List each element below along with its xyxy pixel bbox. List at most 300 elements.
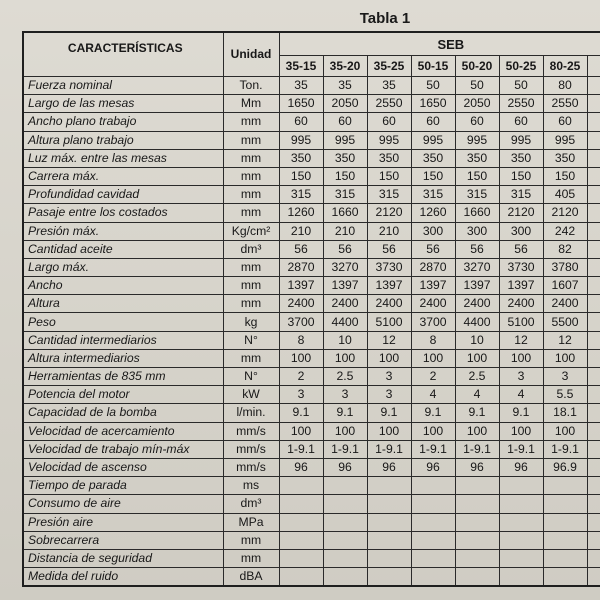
value-cell xyxy=(587,167,600,185)
table-row xyxy=(23,131,600,149)
value-cell: 60 xyxy=(279,113,323,131)
value-cell: 350 xyxy=(367,149,411,167)
header-unit: Unidad xyxy=(223,32,279,77)
specifications-table xyxy=(22,31,600,587)
row-label: Altura intermediarios xyxy=(23,349,223,367)
value-cell: 315 xyxy=(323,186,367,204)
row-unit: N° xyxy=(223,331,279,349)
value-cell: 1650 xyxy=(411,95,455,113)
table-row xyxy=(23,222,600,240)
row-label: Distancia de seguridad xyxy=(23,549,223,567)
value-cell: 242 xyxy=(543,222,587,240)
value-cell: 100 xyxy=(499,349,543,367)
value-cell: 350 xyxy=(543,149,587,167)
value-cell: 3780 xyxy=(543,258,587,276)
value-cell: 56 xyxy=(455,240,499,258)
value-cell xyxy=(587,422,600,440)
value-cell: 56 xyxy=(411,240,455,258)
value-cell: 56 xyxy=(323,240,367,258)
table-row xyxy=(23,313,600,331)
value-cell: 50 xyxy=(411,77,455,95)
value-cell xyxy=(499,477,543,495)
value-cell: 5100 xyxy=(499,313,543,331)
value-cell: 2400 xyxy=(411,295,455,313)
value-cell: 1-9.1 xyxy=(499,440,543,458)
value-cell: 3270 xyxy=(323,258,367,276)
row-unit: mm xyxy=(223,349,279,367)
row-label: Ancho plano trabajo xyxy=(23,113,223,131)
value-cell xyxy=(411,568,455,587)
row-label: Profundidad cavidad xyxy=(23,186,223,204)
value-cell xyxy=(279,513,323,531)
value-cell: 2400 xyxy=(367,295,411,313)
value-cell: 12 xyxy=(499,331,543,349)
value-cell: 100 xyxy=(323,349,367,367)
row-unit: l/min. xyxy=(223,404,279,422)
value-cell xyxy=(587,240,600,258)
value-cell: 100 xyxy=(543,422,587,440)
value-cell: 3 xyxy=(367,386,411,404)
value-cell: 4400 xyxy=(323,313,367,331)
value-cell xyxy=(323,495,367,513)
table-row xyxy=(23,458,600,476)
value-cell: 315 xyxy=(411,186,455,204)
value-cell xyxy=(543,477,587,495)
value-cell: 35 xyxy=(279,77,323,95)
header-model: 35-20 xyxy=(323,56,367,77)
header-features: CARACTERÍSTICAS xyxy=(23,32,223,77)
value-cell xyxy=(411,549,455,567)
value-cell xyxy=(411,495,455,513)
value-cell xyxy=(587,131,600,149)
value-cell xyxy=(587,258,600,276)
row-label: Sobrecarrera xyxy=(23,531,223,549)
row-label: Consumo de aire xyxy=(23,495,223,513)
row-label: Potencia del motor xyxy=(23,386,223,404)
value-cell: 100 xyxy=(499,422,543,440)
value-cell: 3 xyxy=(543,368,587,386)
value-cell: 2400 xyxy=(455,295,499,313)
header-model: 50-20 xyxy=(455,56,499,77)
table-row xyxy=(23,549,600,567)
row-unit: kg xyxy=(223,313,279,331)
value-cell: 1397 xyxy=(455,277,499,295)
table-row xyxy=(23,113,600,131)
value-cell: 1-9.1 xyxy=(411,440,455,458)
value-cell xyxy=(587,386,600,404)
value-cell: 150 xyxy=(279,167,323,185)
value-cell: 350 xyxy=(279,149,323,167)
value-cell: 1650 xyxy=(279,95,323,113)
row-unit: mm/s xyxy=(223,440,279,458)
value-cell: 96 xyxy=(323,458,367,476)
value-cell: 96.9 xyxy=(543,458,587,476)
value-cell xyxy=(411,513,455,531)
value-cell: 60 xyxy=(411,113,455,131)
value-cell xyxy=(279,495,323,513)
value-cell xyxy=(587,549,600,567)
value-cell: 100 xyxy=(411,422,455,440)
value-cell xyxy=(499,568,543,587)
value-cell: 2050 xyxy=(455,95,499,113)
table-row xyxy=(23,295,600,313)
value-cell xyxy=(587,458,600,476)
value-cell: 300 xyxy=(499,222,543,240)
row-label: Medida del ruido xyxy=(23,568,223,587)
value-cell: 80 xyxy=(543,77,587,95)
value-cell: 60 xyxy=(455,113,499,131)
value-cell: 210 xyxy=(367,222,411,240)
value-cell: 100 xyxy=(367,349,411,367)
value-cell: 1260 xyxy=(411,204,455,222)
row-unit: dBA xyxy=(223,568,279,587)
value-cell xyxy=(323,568,367,587)
value-cell xyxy=(543,549,587,567)
row-unit: mm xyxy=(223,258,279,276)
value-cell xyxy=(367,513,411,531)
value-cell: 2400 xyxy=(543,295,587,313)
value-cell: 12 xyxy=(543,331,587,349)
value-cell: 56 xyxy=(367,240,411,258)
table-row xyxy=(23,568,600,587)
value-cell xyxy=(323,549,367,567)
value-cell: 56 xyxy=(499,240,543,258)
value-cell: 1-9.1 xyxy=(323,440,367,458)
value-cell: 1397 xyxy=(499,277,543,295)
table-row xyxy=(23,531,600,549)
value-cell: 60 xyxy=(543,113,587,131)
value-cell: 4400 xyxy=(455,313,499,331)
value-cell: 2870 xyxy=(411,258,455,276)
row-unit: mm xyxy=(223,167,279,185)
value-cell xyxy=(587,440,600,458)
value-cell: 3730 xyxy=(499,258,543,276)
value-cell xyxy=(279,549,323,567)
value-cell: 300 xyxy=(455,222,499,240)
value-cell: 100 xyxy=(367,422,411,440)
value-cell xyxy=(455,531,499,549)
value-cell xyxy=(367,495,411,513)
value-cell: 10 xyxy=(455,331,499,349)
row-label: Ancho xyxy=(23,277,223,295)
value-cell: 995 xyxy=(367,131,411,149)
value-cell: 350 xyxy=(499,149,543,167)
value-cell: 96 xyxy=(499,458,543,476)
value-cell: 100 xyxy=(543,349,587,367)
value-cell xyxy=(455,549,499,567)
value-cell: 350 xyxy=(411,149,455,167)
row-unit: mm xyxy=(223,549,279,567)
value-cell: 1397 xyxy=(411,277,455,295)
row-label: Largo de las mesas xyxy=(23,95,223,113)
table-row xyxy=(23,368,600,386)
table-row xyxy=(23,167,600,185)
value-cell: 50 xyxy=(499,77,543,95)
value-cell: 2400 xyxy=(499,295,543,313)
value-cell xyxy=(587,186,600,204)
value-cell: 2 xyxy=(279,368,323,386)
value-cell: 100 xyxy=(279,422,323,440)
row-label: Capacidad de la bomba xyxy=(23,404,223,422)
value-cell: 18.1 xyxy=(543,404,587,422)
header-model: 35-15 xyxy=(279,56,323,77)
value-cell: 150 xyxy=(323,167,367,185)
value-cell: 60 xyxy=(499,113,543,131)
row-label: Largo máx. xyxy=(23,258,223,276)
value-cell xyxy=(587,77,600,95)
table-row xyxy=(23,186,600,204)
value-cell xyxy=(543,513,587,531)
value-cell: 60 xyxy=(367,113,411,131)
value-cell: 3700 xyxy=(411,313,455,331)
value-cell: 2 xyxy=(411,368,455,386)
value-cell xyxy=(587,513,600,531)
value-cell xyxy=(587,495,600,513)
value-cell xyxy=(455,495,499,513)
row-unit: ms xyxy=(223,477,279,495)
row-unit: mm/s xyxy=(223,458,279,476)
value-cell: 300 xyxy=(411,222,455,240)
value-cell: 3 xyxy=(499,368,543,386)
header-model: 80-25 xyxy=(543,56,587,77)
header-model: 50-25 xyxy=(499,56,543,77)
value-cell: 350 xyxy=(323,149,367,167)
value-cell: 35 xyxy=(323,77,367,95)
value-cell: 4 xyxy=(455,386,499,404)
value-cell xyxy=(587,149,600,167)
value-cell xyxy=(323,531,367,549)
value-cell: 2.5 xyxy=(323,368,367,386)
value-cell: 9.1 xyxy=(367,404,411,422)
header-group-seb: SEB xyxy=(279,32,600,56)
value-cell: 12 xyxy=(367,331,411,349)
value-cell: 3700 xyxy=(279,313,323,331)
header-row-group xyxy=(23,32,600,56)
value-cell xyxy=(323,513,367,531)
value-cell: 150 xyxy=(543,167,587,185)
row-unit: mm xyxy=(223,531,279,549)
value-cell xyxy=(499,549,543,567)
value-cell: 9.1 xyxy=(499,404,543,422)
value-cell: 4 xyxy=(411,386,455,404)
value-cell: 8 xyxy=(411,331,455,349)
value-cell: 2400 xyxy=(323,295,367,313)
value-cell: 315 xyxy=(499,186,543,204)
value-cell: 315 xyxy=(455,186,499,204)
value-cell: 1660 xyxy=(323,204,367,222)
value-cell: 1607 xyxy=(543,277,587,295)
table-row xyxy=(23,477,600,495)
row-label: Altura xyxy=(23,295,223,313)
value-cell xyxy=(587,331,600,349)
row-label: Velocidad de acercamiento xyxy=(23,422,223,440)
value-cell xyxy=(587,313,600,331)
value-cell: 9.1 xyxy=(411,404,455,422)
row-unit: mm xyxy=(223,277,279,295)
value-cell: 2400 xyxy=(279,295,323,313)
row-unit: mm xyxy=(223,113,279,131)
value-cell: 210 xyxy=(323,222,367,240)
value-cell: 315 xyxy=(367,186,411,204)
row-unit: dm³ xyxy=(223,240,279,258)
value-cell: 9.1 xyxy=(323,404,367,422)
value-cell xyxy=(587,349,600,367)
value-cell xyxy=(411,477,455,495)
value-cell: 2.5 xyxy=(455,368,499,386)
value-cell: 150 xyxy=(411,167,455,185)
table-row xyxy=(23,95,600,113)
value-cell xyxy=(367,531,411,549)
value-cell xyxy=(587,277,600,295)
value-cell xyxy=(411,531,455,549)
row-unit: mm xyxy=(223,131,279,149)
value-cell: 995 xyxy=(455,131,499,149)
value-cell: 2550 xyxy=(499,95,543,113)
row-label: Herramientas de 835 mm xyxy=(23,368,223,386)
value-cell: 2870 xyxy=(279,258,323,276)
value-cell: 1-9.1 xyxy=(455,440,499,458)
value-cell: 405 xyxy=(543,186,587,204)
value-cell: 150 xyxy=(367,167,411,185)
value-cell: 3 xyxy=(323,386,367,404)
table-row xyxy=(23,240,600,258)
row-label: Carrera máx. xyxy=(23,167,223,185)
value-cell xyxy=(543,531,587,549)
table-row xyxy=(23,386,600,404)
value-cell: 1660 xyxy=(455,204,499,222)
value-cell: 3270 xyxy=(455,258,499,276)
value-cell: 2550 xyxy=(543,95,587,113)
header-model: 50-15 xyxy=(411,56,455,77)
row-label: Cantidad aceite xyxy=(23,240,223,258)
table-row xyxy=(23,258,600,276)
row-unit: mm xyxy=(223,295,279,313)
value-cell xyxy=(543,495,587,513)
value-cell xyxy=(587,295,600,313)
row-label: Altura plano trabajo xyxy=(23,131,223,149)
value-cell: 35 xyxy=(367,77,411,95)
value-cell: 100 xyxy=(279,349,323,367)
value-cell: 1397 xyxy=(279,277,323,295)
value-cell: 100 xyxy=(455,349,499,367)
value-cell: 5100 xyxy=(367,313,411,331)
row-unit: Ton. xyxy=(223,77,279,95)
value-cell: 2550 xyxy=(367,95,411,113)
table-row xyxy=(23,495,600,513)
value-cell: 995 xyxy=(279,131,323,149)
row-label: Velocidad de ascenso xyxy=(23,458,223,476)
row-unit: N° xyxy=(223,368,279,386)
row-unit: Mm xyxy=(223,95,279,113)
table-row xyxy=(23,77,600,95)
value-cell xyxy=(367,568,411,587)
value-cell: 56 xyxy=(279,240,323,258)
value-cell xyxy=(323,477,367,495)
value-cell: 100 xyxy=(411,349,455,367)
value-cell xyxy=(587,222,600,240)
row-label: Velocidad de trabajo mín-máx xyxy=(23,440,223,458)
value-cell xyxy=(587,404,600,422)
value-cell xyxy=(367,549,411,567)
value-cell: 96 xyxy=(455,458,499,476)
value-cell: 210 xyxy=(279,222,323,240)
value-cell xyxy=(587,204,600,222)
table-row xyxy=(23,349,600,367)
value-cell xyxy=(367,477,411,495)
value-cell xyxy=(587,477,600,495)
value-cell: 96 xyxy=(411,458,455,476)
value-cell: 100 xyxy=(323,422,367,440)
row-unit: mm/s xyxy=(223,422,279,440)
value-cell: 1260 xyxy=(279,204,323,222)
row-unit: MPa xyxy=(223,513,279,531)
row-label: Fuerza nominal xyxy=(23,77,223,95)
row-label: Presión máx. xyxy=(23,222,223,240)
value-cell: 995 xyxy=(411,131,455,149)
table-body xyxy=(23,77,600,587)
value-cell: 3 xyxy=(279,386,323,404)
table-row xyxy=(23,204,600,222)
value-cell: 100 xyxy=(455,422,499,440)
value-cell xyxy=(279,568,323,587)
value-cell xyxy=(587,95,600,113)
value-cell: 5.5 xyxy=(543,386,587,404)
value-cell: 82 xyxy=(543,240,587,258)
row-unit: mm xyxy=(223,204,279,222)
value-cell: 995 xyxy=(499,131,543,149)
row-label: Cantidad intermediarios xyxy=(23,331,223,349)
value-cell: 9.1 xyxy=(279,404,323,422)
value-cell: 1-9.1 xyxy=(543,440,587,458)
value-cell: 150 xyxy=(499,167,543,185)
table-row xyxy=(23,440,600,458)
value-cell xyxy=(543,568,587,587)
value-cell: 150 xyxy=(455,167,499,185)
value-cell: 315 xyxy=(279,186,323,204)
value-cell: 2120 xyxy=(543,204,587,222)
value-cell: 60 xyxy=(323,113,367,131)
row-label: Tiempo de parada xyxy=(23,477,223,495)
row-label: Presión aire xyxy=(23,513,223,531)
table-row xyxy=(23,149,600,167)
row-unit: kW xyxy=(223,386,279,404)
value-cell: 5500 xyxy=(543,313,587,331)
value-cell xyxy=(279,531,323,549)
value-cell xyxy=(455,477,499,495)
value-cell: 1-9.1 xyxy=(367,440,411,458)
value-cell xyxy=(499,531,543,549)
value-cell: 10 xyxy=(323,331,367,349)
table-row xyxy=(23,404,600,422)
value-cell xyxy=(279,477,323,495)
value-cell: 995 xyxy=(323,131,367,149)
value-cell: 3730 xyxy=(367,258,411,276)
value-cell xyxy=(587,568,600,587)
value-cell: 2120 xyxy=(499,204,543,222)
value-cell: 1-9.1 xyxy=(279,440,323,458)
value-cell: 8 xyxy=(279,331,323,349)
row-label: Luz máx. entre las mesas xyxy=(23,149,223,167)
table-title: Tabla 1 xyxy=(359,10,411,27)
header-model xyxy=(587,56,600,77)
value-cell: 350 xyxy=(455,149,499,167)
value-cell xyxy=(455,568,499,587)
value-cell: 96 xyxy=(367,458,411,476)
value-cell: 3 xyxy=(367,368,411,386)
table-row xyxy=(23,277,600,295)
table-row xyxy=(23,422,600,440)
value-cell: 1397 xyxy=(323,277,367,295)
